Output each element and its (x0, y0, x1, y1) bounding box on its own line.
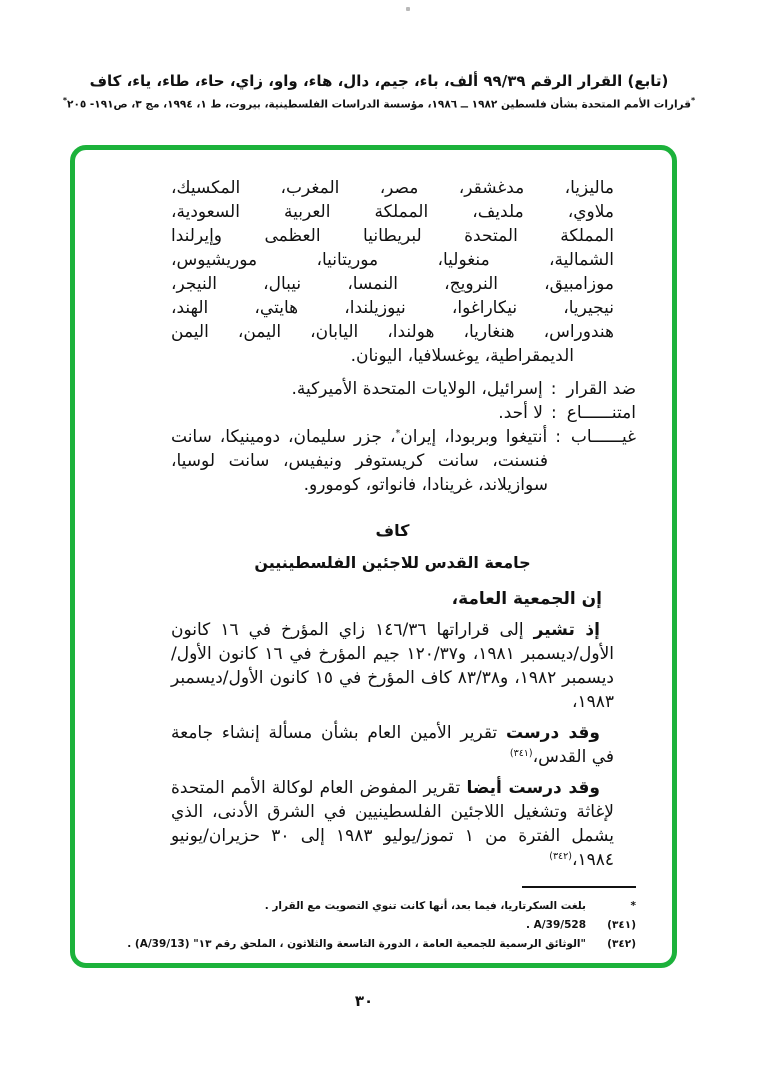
vote-row (171, 425, 636, 497)
section-letter-heading: كاف (375, 521, 410, 540)
footnote-row (81, 897, 636, 916)
countries-in-favour-list (171, 176, 614, 368)
page-header (0, 72, 758, 111)
preamble-paragraphs (171, 618, 614, 872)
vote-colon: : (550, 403, 557, 423)
vote-colon: : (550, 379, 557, 399)
vote-value: إسرائيل، الولايات المتحدة الأميركية. (291, 379, 543, 399)
vote-row (171, 401, 636, 425)
vote-value: لا أحد. (498, 403, 543, 423)
page-number: ٣٠ (354, 992, 374, 1010)
source-footnote-marker-end: * (62, 96, 68, 105)
footnote-ref-asterisk: * (395, 428, 401, 439)
footnote-reference: (٣٤١) (509, 748, 533, 759)
footnote-marker: (٣٤٢) (607, 938, 636, 950)
vote-category-label: امتنــــــاع (566, 403, 636, 423)
preamble-paragraph (171, 721, 614, 769)
resolution-green-frame (70, 145, 677, 968)
countries-line: موزامبيق، النرويج، النمسا، نيبال، النيجر، (171, 274, 614, 294)
vote-results (171, 377, 636, 497)
source-footnote-marker: * (690, 96, 696, 105)
countries-line: ملاوي، ملديف، المملكة العربية السعودية، (171, 202, 614, 222)
paragraph-text: تقرير الأمين العام بشأن مسألة إنشاء جامعة في القدس، (171, 723, 614, 767)
preamble-paragraph (171, 776, 614, 872)
vote-category-label: ضد القرار (566, 379, 636, 399)
section-title-heading: جامعة القدس للاجئين الفلسطينيين (254, 553, 531, 572)
footnote-text: بلغت السكرتاريا، فيما بعد، أنها كانت تنوي التصويت مع القرار . (264, 900, 586, 912)
assembly-opening-line: إن الجمعية العامة، (451, 589, 602, 609)
paragraph-lead: وقد درست أيضا (466, 778, 600, 798)
footnote-row (81, 935, 636, 954)
countries-line: الشمالية، منغوليا، موريتانيا، موريشيوس، (171, 250, 614, 270)
footnote-rows (81, 897, 636, 954)
resolution-title: (تابع) القرار الرقم ٩٩/٣٩ ألف، باء، جيم، دال، هاء، واو، زاي، حاء، طاء، ياء، كاف (89, 72, 669, 90)
footnote-marker: * (630, 900, 636, 912)
footnote-reference: (٣٤٢) (549, 851, 572, 862)
vote-value: أنتيغوا وبربودا، إيران (400, 427, 548, 447)
countries-line: هندوراس، هنغاريا، هولندا، اليابان، اليمن، اليمن (171, 322, 614, 342)
footnotes-block (81, 886, 636, 954)
footnote-separator (522, 886, 636, 888)
source-citation (0, 96, 758, 111)
vote-category-label: غيــــــاب (570, 427, 637, 447)
vote-row (171, 377, 636, 401)
paragraph-text: إلى قراراتها ١٤٦/٣٦ زاي المؤرخ في ١٦ كانون الأول/ديسمبر ١٩٨١، و١٢٠/٣٧ جيم المؤرخ في ١٦ كانون الأول/ديسمبر ١٩٨٢، و٨٣/٣٨ كاف المؤرخ في ١٥ كانون الأول/ديسمبر ١٩٨٣، (171, 620, 614, 712)
countries-line: نيجيريا، نيكاراغوا، نيوزيلندا، هايتي، الهند، (171, 298, 614, 318)
scan-speck (406, 7, 410, 11)
footnote-text: "الوثائق الرسمية للجمعية العامة ، الدورة التاسعة والثلاثون ، الملحق رقم ١٣" (A/39/13) . (127, 938, 586, 950)
countries-line: المملكة المتحدة لبريطانيا العظمى وإيرلندا (171, 226, 614, 246)
source-citation-text: قرارات الأمم المتحدة بشأن فلسطين ١٩٨٢ ــ ١٩٨٦، مؤسسة الدراسات الفلسطينية، بيروت، ط ١، ١٩٩٤، مج ٣، ص١٩١- ٢٠٥ (67, 98, 691, 111)
preamble-paragraph (171, 618, 614, 714)
footnote-marker: (٣٤١) (607, 919, 636, 931)
vote-value-continued: ، جزر سليمان، دومينيكا، سانت فنسنت، سانت كريستوفر ونيفيس، سانت لوسيا، سوازيلاند، غرينادا، فانواتو، كومورو. (171, 427, 548, 495)
paragraph-lead: إذ تشير (533, 620, 600, 640)
paragraph-lead: وقد درست (505, 723, 600, 743)
vote-colon: : (555, 427, 561, 447)
footnote-row (81, 916, 636, 935)
countries-line: الديمقراطية، يوغسلافيا، اليونان. (350, 346, 574, 366)
paragraph-text: تقرير المفوض العام لوكالة الأمم المتحدة لإغاثة وتشغيل اللاجئين الفلسطينيين في الشرق الأدنى، الذي يشمل الفترة من ١ تموز/يوليو ١٩٨٣ إلى ٣٠ حزيران/يونيو ١٩٨٤، (171, 778, 615, 870)
countries-line: ماليزيا، مدغشقر، مصر، المغرب، المكسيك، (171, 178, 614, 198)
footnote-text: A/39/528 . (526, 919, 586, 931)
